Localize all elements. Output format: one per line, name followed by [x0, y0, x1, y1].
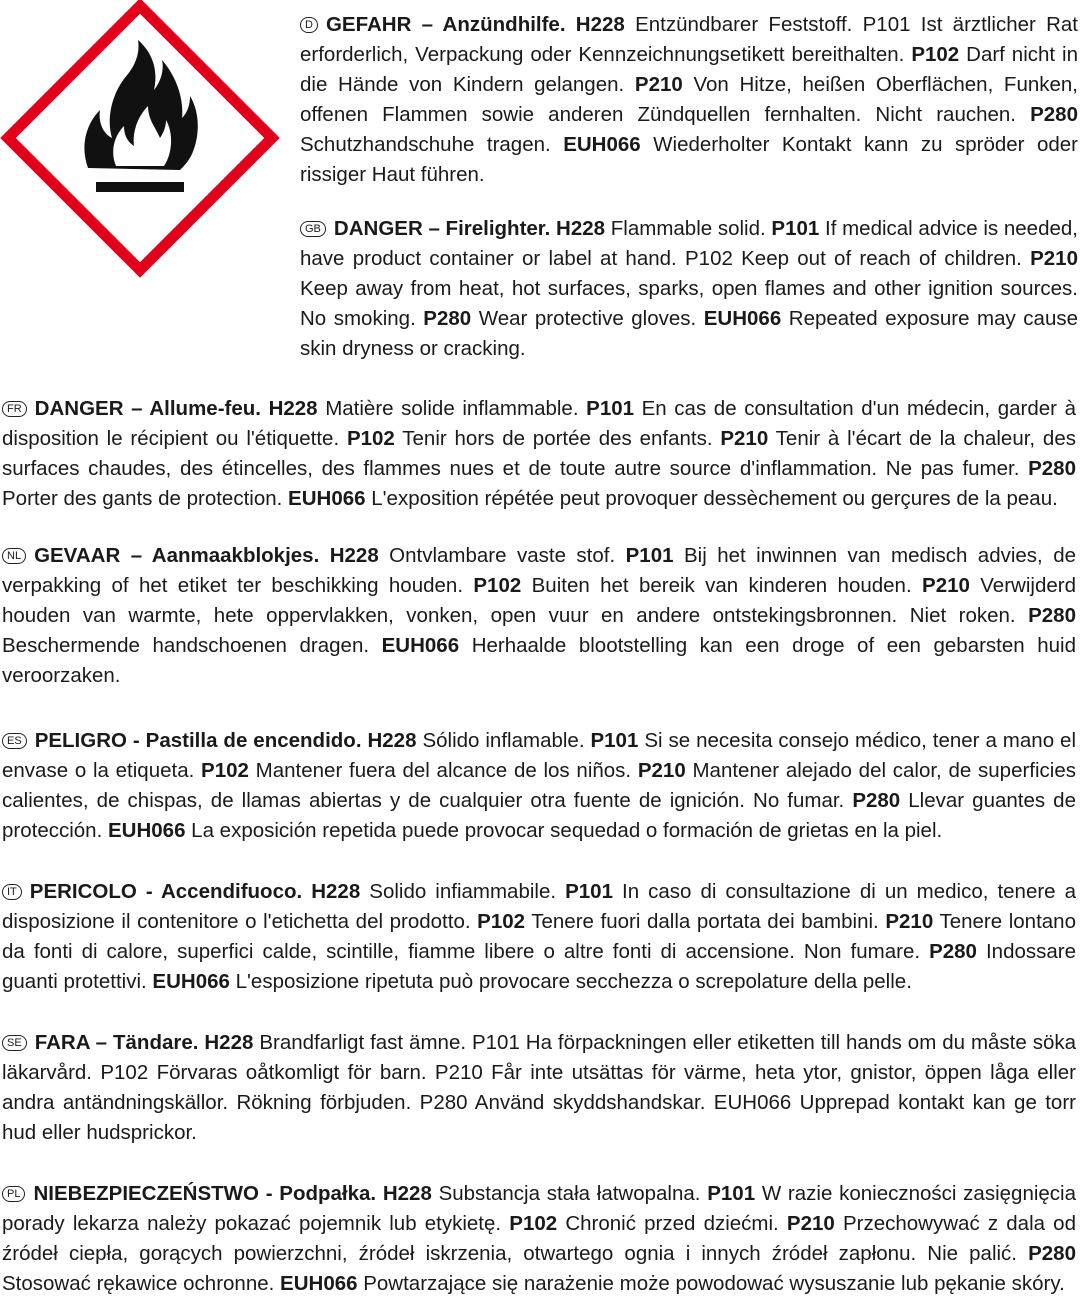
- bold-term: P210: [786, 1212, 835, 1235]
- statement-text: Von Hitze, heißen Oberflächen, Funken, offenen Flammen sowie anderen Zündquellen fernhalten. Nicht rauchen.: [300, 73, 1078, 126]
- statement-text: Brandfarligt fast ämne. P101 Ha förpackningen eller etiketten till hands om du måste söka läkarvård. P102 Förvaras oåtkomligt för barn. P210 Får inte utsättas för värme, heta ytor, gnistor, öppen låga eller andra antändningskällor. Rökning förbjuden. P280 Använd skyddshandskar. EUH066 Upprepad kontakt kan ge torr hud eller hudsprickor.: [2, 1031, 1077, 1144]
- section-es: [2, 726, 1076, 846]
- bold-term: NIEBEZPIECZEŃSTWO - Podpałka. H228: [33, 1182, 432, 1205]
- bold-term: P102: [201, 759, 249, 782]
- section-fr: [2, 394, 1076, 514]
- bold-term: P101: [771, 217, 820, 240]
- flame-icon: [0, 0, 280, 280]
- text-it: [2, 880, 1076, 993]
- language-badge-pl: PL: [2, 1186, 25, 1202]
- language-badge-fr: FR: [2, 401, 27, 417]
- bold-term: EUH066: [381, 634, 460, 657]
- statement-text: Bij het inwinnen van medisch advies, de verpakking of het etiket ter beschikking houden.: [2, 544, 1076, 597]
- bold-term: P210: [637, 759, 686, 782]
- statement-text: Flammable solid.: [605, 217, 772, 240]
- bold-term: P280: [1028, 604, 1076, 627]
- section-de: [300, 10, 1078, 190]
- section-pl: [2, 1179, 1076, 1299]
- statement-text: Tenere lontano da fonti di calore, superfici calde, scintille, fiamme libere o altre fonti di accensione. Non fumare.: [2, 910, 1076, 963]
- bold-term: P102: [911, 43, 960, 66]
- bold-term: P101: [625, 544, 674, 567]
- statement-text: Porter des gants de protection.: [2, 487, 289, 510]
- statement-text: Indossare guanti protettivi.: [2, 940, 1076, 993]
- bold-term: EUH066: [703, 307, 782, 330]
- statement-text: Przechowywać z dala od źródeł ciepła, gorących powierzchni, źródeł iskrzenia, otwartego ognia i innych źródeł zapłonu. Nie palić.: [2, 1212, 1076, 1265]
- statement-text: In caso di consultazione di un medico, tenere a disposizione il contenitore o l'etichetta del prodotto.: [2, 880, 1077, 933]
- bold-term: P280: [1028, 1242, 1076, 1265]
- statement-text: Tenir hors de portée des enfants.: [394, 427, 721, 450]
- statement-text: Mantener alejado del calor, de superficies calientes, de chispas, de llamas abiertas y de cualquier otra fuente de ignición. No fumar.: [2, 759, 1077, 812]
- bold-term: GEVAAR – Aanmaakblokjes. H228: [34, 544, 379, 567]
- text-fr: [2, 397, 1076, 510]
- bold-term: P280: [929, 940, 977, 963]
- statement-text: If medical advice is needed, have product container or label at hand. P102 Keep out of reach of children.: [300, 217, 1078, 270]
- statement-text: Herhaalde blootstelling kan een droge of een gebarsten huid veroorzaken.: [2, 634, 1076, 687]
- statement-text: Repeated exposure may cause skin dryness or cracking.: [300, 307, 1078, 360]
- statement-text: Powtarzające się narażenie może powodować wysuszanie lub pękanie skóry.: [357, 1272, 1065, 1295]
- language-badge-es: ES: [2, 733, 27, 749]
- bold-term: P102: [473, 574, 522, 597]
- statement-text: W razie konieczności zasięgnięcia porady lekarza należy pokazać pojemnik lub etykietę.: [2, 1182, 1077, 1235]
- section-gb: [300, 214, 1078, 364]
- bold-term: GEFAHR – Anzündhilfe. H228: [325, 13, 625, 36]
- statement-text: La exposición repetida puede provocar sequedad o formación de grietas en la piel.: [185, 819, 943, 842]
- bold-term: P210: [1030, 247, 1078, 270]
- text-es: [2, 729, 1076, 842]
- bold-term: P102: [346, 427, 395, 450]
- bold-term: P280: [1028, 457, 1076, 480]
- bold-term: EUH066: [107, 819, 186, 842]
- statement-text: Substancja stała łatwopalna.: [431, 1182, 708, 1205]
- language-badge-gb: GB: [300, 221, 326, 237]
- bold-term: DANGER – Allume-feu. H228: [34, 397, 318, 420]
- statement-text: Schutzhandschuhe tragen.: [300, 133, 564, 156]
- bold-term: P280: [1030, 103, 1078, 126]
- bold-term: EUH066: [563, 133, 641, 156]
- bold-term: PERICOLO - Accendifuoco. H228: [29, 880, 361, 903]
- statement-text: Verwijderd houden van warmte, hete oppervlakken, vonken, open vuur en andere ontstekingsbronnen. Niet roken.: [2, 574, 1076, 627]
- text-de: [300, 13, 1078, 186]
- statement-text: Darf nicht in die Hände von Kindern gelangen.: [300, 43, 1078, 96]
- statement-text: L'esposizione ripetuta può provocare secchezza o screpolature della pelle.: [229, 970, 912, 993]
- text-gb: [300, 217, 1078, 360]
- text-pl: [2, 1182, 1076, 1295]
- language-badge-nl: NL: [2, 548, 26, 564]
- bold-term: P101: [590, 729, 639, 752]
- bold-term: P210: [634, 73, 683, 96]
- bold-term: P280: [423, 307, 472, 330]
- statement-text: Buiten het bereik van kinderen houden.: [521, 574, 923, 597]
- bold-term: DANGER – Firelighter. H228: [333, 217, 606, 240]
- bold-term: P280: [852, 789, 901, 812]
- bold-term: P210: [922, 574, 970, 597]
- statement-text: Ontvlambare vaste stof.: [378, 544, 626, 567]
- statement-text: Si se necesita consejo médico, tener a mano el envase o la etiqueta.: [2, 729, 1077, 782]
- statement-text: Tenere fuori dalla portata dei bambini.: [525, 910, 886, 933]
- text-nl: [2, 544, 1076, 687]
- bold-term: EUH066: [152, 970, 230, 993]
- statement-text: Beschermende handschoenen dragen.: [2, 634, 382, 657]
- section-it: [2, 877, 1076, 997]
- statement-text: Wear protective gloves.: [471, 307, 704, 330]
- language-badge-se: SE: [2, 1035, 27, 1051]
- bold-term: P102: [477, 910, 526, 933]
- statement-text: Entzündbarer Feststoff. P101 Ist ärztlicher Rat erforderlich, Verpackung oder Kennzeichnungsetikett bereithalten.: [300, 13, 1079, 66]
- text-se: [2, 1031, 1076, 1144]
- section-se: [2, 1028, 1076, 1148]
- bold-term: P101: [565, 880, 613, 903]
- statement-text: Tenir à l'écart de la chaleur, des surfaces chaudes, des étincelles, des flammes nues et de toute autre source d'inflammation. Ne pas fumer.: [2, 427, 1076, 480]
- section-nl: [2, 541, 1076, 691]
- bold-term: EUH066: [280, 1272, 358, 1295]
- bold-term: P210: [720, 427, 769, 450]
- bold-term: P210: [885, 910, 934, 933]
- statement-text: Chronić przed dziećmi.: [557, 1212, 787, 1235]
- statement-text: Wiederholter Kontakt kann zu spröder oder rissiger Haut führen.: [300, 133, 1079, 186]
- flammable-hazard-pictogram: [0, 0, 280, 280]
- statement-text: Solido infiammabile.: [360, 880, 566, 903]
- statement-text: Llevar guantes de protección.: [2, 789, 1076, 842]
- statement-text: En cas de consultation d'un médecin, garder à disposition le récipient ou l'étiquette.: [2, 397, 1076, 450]
- bold-term: PELIGRO - Pastilla de encendido. H228: [34, 729, 417, 752]
- bold-term: FARA – Tändare. H228: [34, 1031, 254, 1054]
- statement-text: Mantener fuera del alcance de los niños.: [248, 759, 638, 782]
- bold-term: EUH066: [288, 487, 366, 510]
- bold-term: P101: [586, 397, 635, 420]
- statement-text: Stosować rękawice ochronne.: [2, 1272, 281, 1295]
- bold-term: P101: [707, 1182, 756, 1205]
- language-badge-de: D: [300, 17, 318, 33]
- statement-text: Matière solide inflammable.: [317, 397, 587, 420]
- language-badge-it: IT: [2, 884, 22, 900]
- bold-term: P102: [509, 1212, 558, 1235]
- statement-text: L'exposition répétée peut provoquer dessèchement ou gerçures de la peau.: [365, 487, 1058, 510]
- statement-text: Sólido inflamable.: [416, 729, 591, 752]
- statement-text: Keep away from heat, hot surfaces, sparks, open flames and other ignition sources. No smoking.: [300, 277, 1078, 330]
